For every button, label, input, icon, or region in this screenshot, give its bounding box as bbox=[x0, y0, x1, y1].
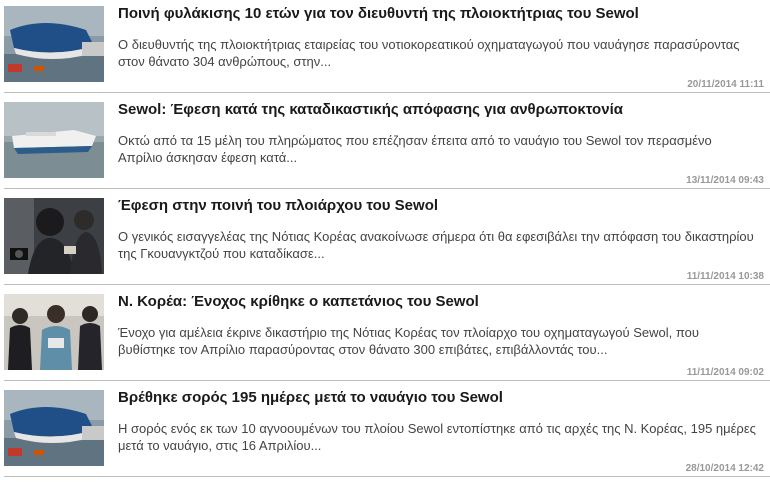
article-date: 28/10/2014 12:42 bbox=[685, 463, 764, 474]
article-title[interactable]: Ποινή φυλάκισης 10 ετών για τον διευθυντή της πλοιοκτήτριας του Sewol bbox=[118, 5, 639, 22]
article-summary: Οκτώ από τα 15 μέλη του πληρώματος που επέζησαν έπειτα από το ναυάγιο του Sewol τον περασμένο Απρίλιο άσκησαν έφεση κατά... bbox=[118, 133, 712, 165]
article-title[interactable]: Sewol: Έφεση κατά της καταδικαστικής απόφασης για ανθρωποκτονία bbox=[118, 101, 623, 118]
captain-escorted-photo-icon bbox=[4, 294, 104, 370]
article-date: 13/11/2014 09:43 bbox=[686, 175, 764, 186]
article-title[interactable]: Βρέθηκε σορός 195 ημέρες μετά το ναυάγιο του Sewol bbox=[118, 389, 503, 406]
article-summary: Ένοχο για αμέλεια έκρινε δικαστήριο της Νότιας Κορέας τον πλοίαρχο του οχηματαγωγού Sewol, που βυθίστηκε τον Απρίλιο παρασύροντας στον θάνατο 300 επιβάτες, επιβάλλοντάς του... bbox=[118, 325, 699, 357]
list-item bbox=[0, 0, 770, 96]
list-item bbox=[0, 96, 770, 192]
article-title[interactable]: Έφεση στην ποινή του πλοιάρχου του Sewol bbox=[118, 197, 439, 214]
ferry-capsized-photo-icon bbox=[4, 390, 104, 466]
article-summary: Η σορός ενός εκ των 10 αγνοουμένων του πλοίου Sewol εντοπίστηκε από τις αρχές της Ν. Κορέας, 195 ημέρες μετά το ναυάγιο, στις 16 Απριλίου... bbox=[118, 421, 756, 453]
article-thumbnail[interactable] bbox=[4, 6, 104, 82]
list-item bbox=[0, 288, 770, 384]
divider bbox=[4, 476, 770, 477]
divider bbox=[4, 92, 770, 93]
article-thumbnail[interactable] bbox=[4, 102, 104, 178]
article-date: 11/11/2014 10:38 bbox=[686, 271, 764, 282]
article-date: 20/11/2014 11:11 bbox=[687, 79, 764, 90]
divider bbox=[4, 188, 770, 189]
article-thumbnail[interactable] bbox=[4, 390, 104, 466]
list-item bbox=[0, 192, 770, 288]
article-thumbnail[interactable] bbox=[4, 294, 104, 370]
article-summary: Ο γενικός εισαγγελέας της Νότιας Κορέας ανακοίνωσε σήμερα ότι θα εφεσιβάλει την απόφαση του δικαστηρίου της Γκουανγκτζού που καταδίκασε... bbox=[118, 229, 754, 261]
article-date: 11/11/2014 09:02 bbox=[686, 367, 764, 378]
article-summary: Ο διευθυντής της πλοιοκτήτριας εταιρείας του νοτιοκορεατικού οχηματαγωγού που ναυάγησε παρασύροντας στον θάνατο 304 ανθρώπους, στην... bbox=[118, 37, 740, 69]
sinking-ship-photo-icon bbox=[4, 102, 104, 178]
divider bbox=[4, 380, 770, 381]
captain-with-reporters-photo-icon bbox=[4, 198, 104, 274]
article-thumbnail[interactable] bbox=[4, 198, 104, 274]
ferry-capsized-photo-icon bbox=[4, 6, 104, 82]
list-item bbox=[0, 384, 770, 480]
article-title[interactable]: Ν. Κορέα: Ένοχος κρίθηκε ο καπετάνιος του Sewol bbox=[118, 293, 479, 310]
divider bbox=[4, 284, 770, 285]
